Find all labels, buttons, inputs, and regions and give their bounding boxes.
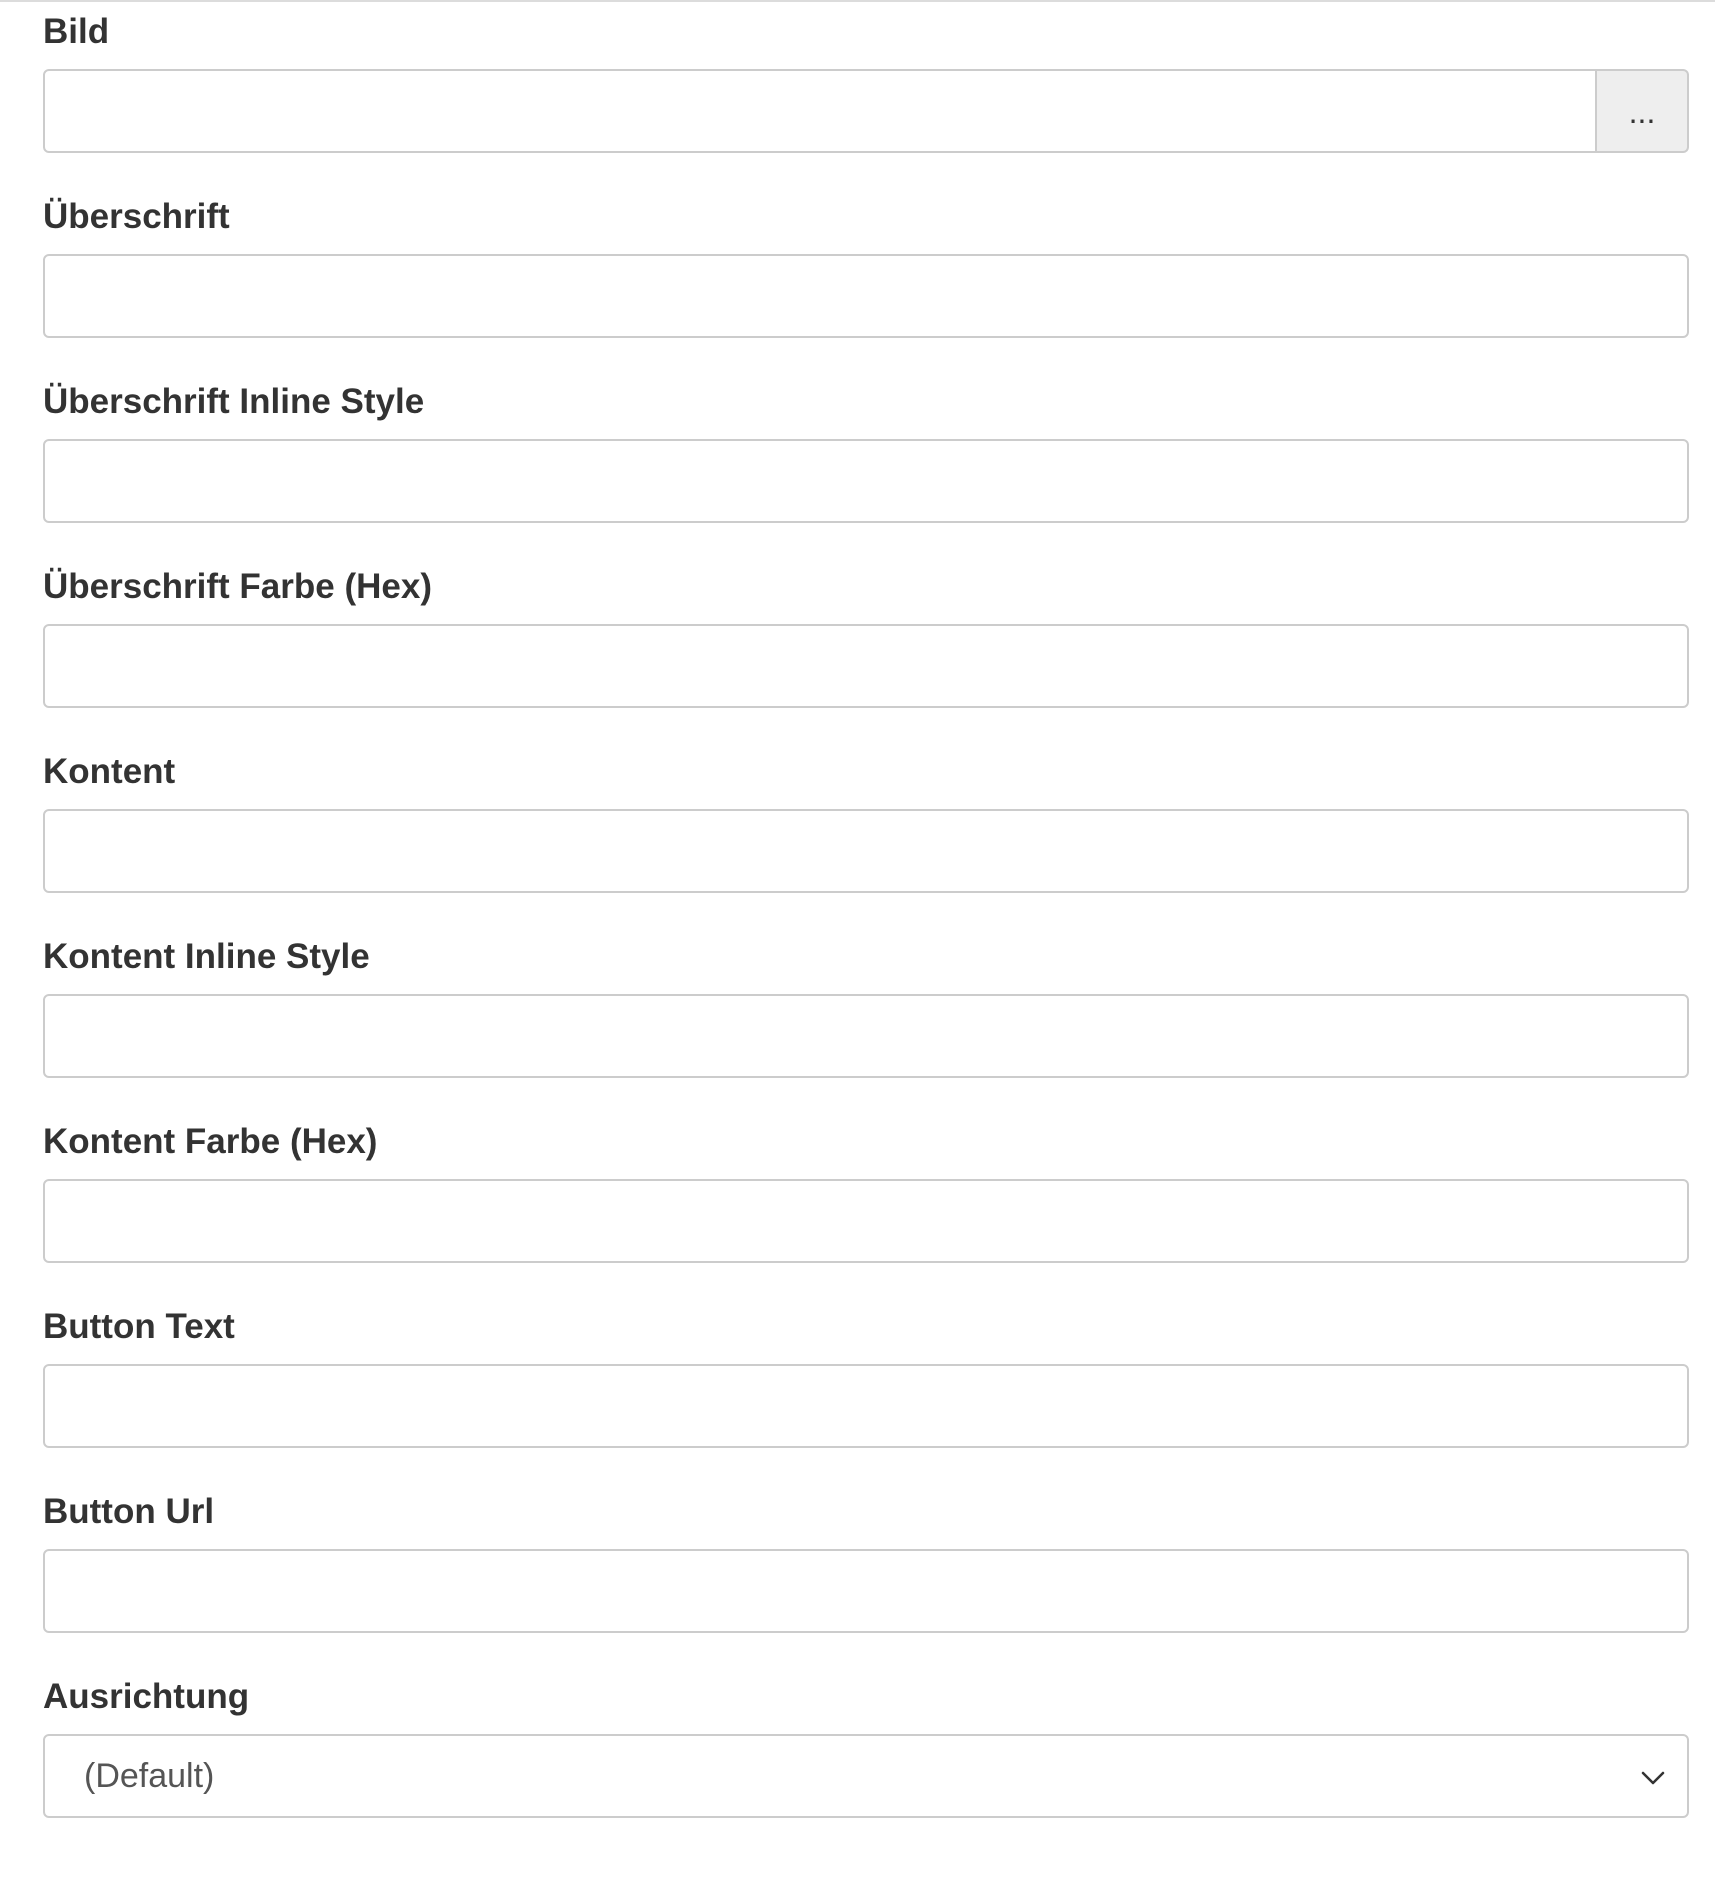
field-label: Kontent Farbe (Hex) (43, 1122, 378, 1161)
ueberschrift-inline-style-input[interactable] (43, 439, 1689, 523)
chevron-down-icon (1639, 1764, 1667, 1792)
field-kontent (43, 752, 1689, 792)
select-value: (Default) (84, 1756, 215, 1795)
field-label: Ausrichtung (43, 1677, 250, 1716)
button-text-input[interactable] (43, 1364, 1689, 1448)
kontent-inline-style-input[interactable] (43, 994, 1689, 1078)
field-label: Überschrift Farbe (Hex) (43, 567, 432, 606)
button-url-input[interactable] (43, 1549, 1689, 1633)
kontent-input[interactable] (43, 809, 1689, 893)
field-ueberschrift-farbe (43, 567, 1689, 607)
field-label: Button Url (43, 1492, 215, 1531)
field-ueberschrift (43, 197, 1689, 237)
field-label: Überschrift (43, 197, 230, 236)
field-label: Button Text (43, 1307, 235, 1346)
bild-input[interactable] (43, 69, 1597, 153)
field-ueberschrift-inline-style (43, 382, 1689, 422)
field-label: Überschrift Inline Style (43, 382, 425, 421)
browse-button[interactable]: ... (1597, 69, 1689, 153)
field-kontent-farbe (43, 1122, 1689, 1162)
field-bild (43, 12, 1689, 130)
field-label: Kontent Inline Style (43, 937, 370, 976)
ueberschrift-farbe-input[interactable] (43, 624, 1689, 708)
field-ausrichtung (43, 1677, 1689, 1795)
field-label: Kontent (43, 752, 176, 791)
field-kontent-inline-style (43, 937, 1689, 977)
ausrichtung-select[interactable] (43, 1734, 1689, 1818)
ueberschrift-input[interactable] (43, 254, 1689, 338)
bild-input-group (43, 69, 1689, 153)
field-label: Bild (43, 12, 110, 51)
kontent-farbe-input[interactable] (43, 1179, 1689, 1263)
field-button-url (43, 1492, 1689, 1532)
field-button-text (43, 1307, 1689, 1347)
